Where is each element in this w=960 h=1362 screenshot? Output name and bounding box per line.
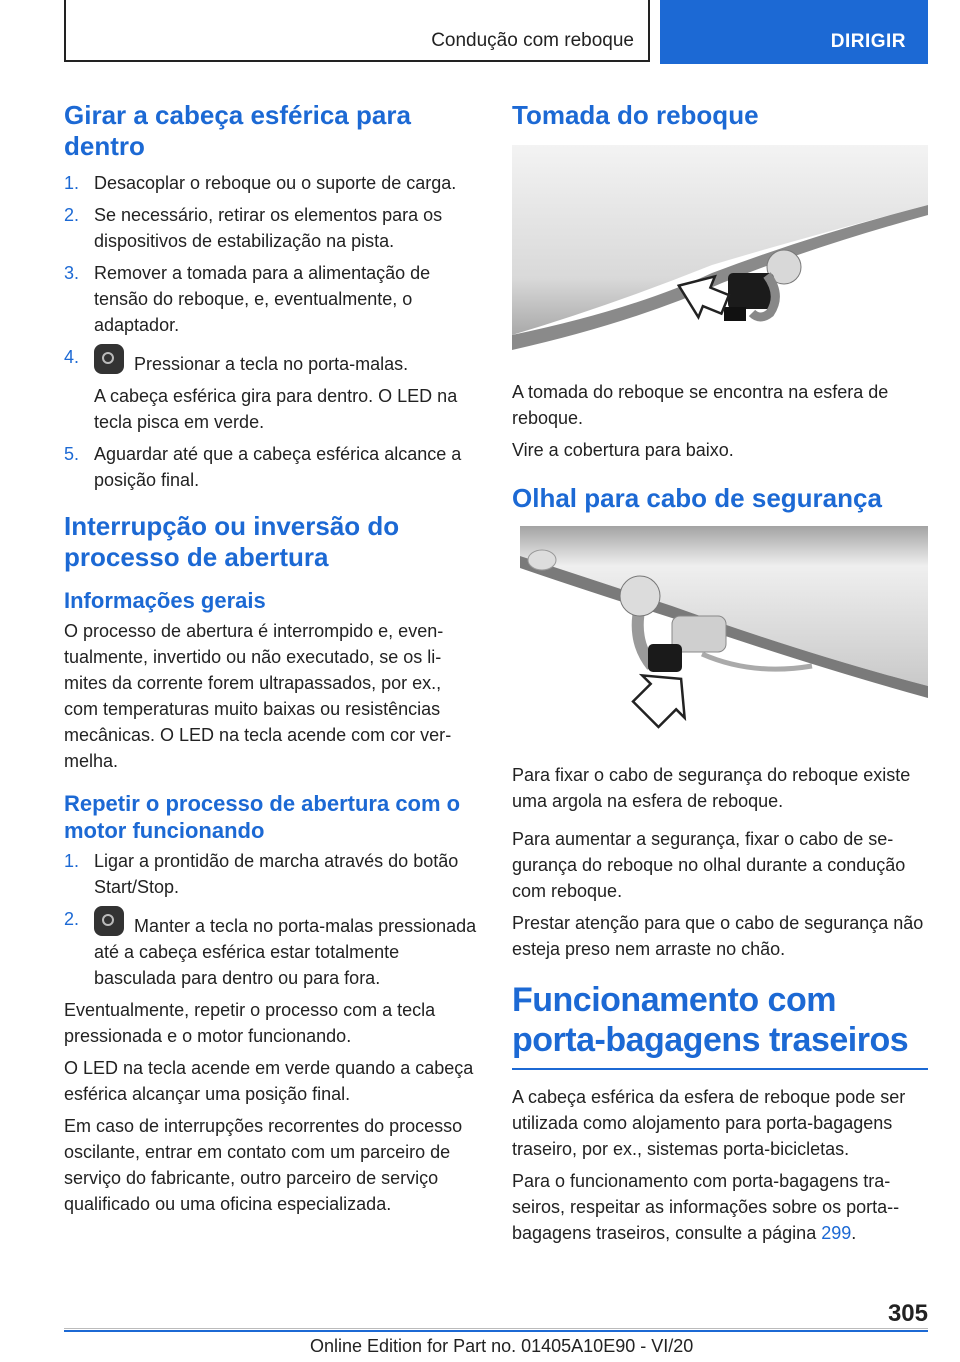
edition-footer: Online Edition for Part no. 01405A10E90 - VI/20: [310, 1336, 694, 1356]
repeat-text-3: Em caso de interrupções recorrentes do processo oscilante, entrar em contato com um parceiro de serviço do fabricante, outro parceiro de serviço qualificado ou uma oficina especializada.: [64, 1116, 463, 1214]
safety-eye-text-3: Prestar atenção para que o cabo de segurança não esteja preso nem arraste no chão.: [512, 913, 924, 959]
socket-text-2: Vire a cobertura para baixo.: [512, 440, 734, 460]
left-column: [64, 100, 478, 1223]
heading-repeat: Repetir o processo de abertura com o motor funcionando: [64, 791, 461, 843]
chapter-tab: [660, 0, 928, 64]
heading-bike-carrier: Funcionamento com porta-bagagens traseiros: [512, 981, 909, 1059]
general-info-text: O processo de abertura é interrompido e, eventualmente, invertido ou não executado, se os limites da corrente forem ultrapassados, por ex., com temperaturas muito baixas ou resistências mecânicas. O LED na tecla acende com cor vermelha.: [64, 621, 452, 771]
step-note: A cabeça esférica gira para dentro. O LED na tecla pisca em verde.: [94, 386, 458, 432]
list-item: 3. Remover a tomada para a alimentação de tensão do reboque, e, eventualmente, o adaptador.: [64, 263, 431, 335]
heading-safety-eye: Olhal para cabo de segurança: [512, 483, 882, 513]
heading-socket: Tomada do reboque: [512, 100, 759, 130]
safety-eye-text-2: Para aumentar a segurança, fixar o cabo de segurança do reboque no olhal durante a condução com reboque.: [512, 829, 906, 901]
steps-repeat: [64, 848, 478, 991]
page-header: [64, 0, 928, 64]
page-reference-link[interactable]: 299: [821, 1223, 852, 1243]
right-column: [512, 100, 928, 1252]
tow-hitch-button-icon: [94, 906, 124, 936]
list-item: 4. Pressionar a tecla no porta-malas. A cabeça esférica gira para dentro. O LED na tecla pisca em verde.: [64, 344, 478, 435]
socket-text-1: A tomada do reboque se encontra na esfera de reboque.: [512, 382, 889, 428]
safety-eye-text-1: Para fixar o cabo de segurança do reboque existe uma argola na esfera de reboque.: [512, 765, 911, 811]
footer-rule: [64, 1330, 928, 1332]
carrier-text-1: A cabeça esférica da esfera de reboque pode ser utilizada como alojamento para porta-bagagens traseiro, por ex., sistemas porta-bicicletas.: [512, 1087, 906, 1159]
safety-eye-illustration: [512, 526, 928, 748]
heading-rule: [512, 1068, 928, 1070]
heading-turn-in: Girar a cabeça esférica para dentro: [64, 100, 411, 161]
list-item: 1. Ligar a prontidão de marcha através do botão Start/Stop.: [64, 851, 459, 897]
list-item: 5. Aguardar até que a cabeça esférica alcance a posição final.: [64, 444, 462, 490]
steps-turn-in: [64, 170, 478, 493]
section-tab: [64, 0, 650, 62]
heading-interrupt: Interrupção ou inversão do processo de abertura: [64, 511, 400, 572]
list-item: 2. Manter a tecla no porta-malas pressionada até a cabeça esférica estar totalmente basculada para dentro ou para fora.: [64, 906, 478, 991]
carrier-text-2: Para o funcionamento com porta-bagagens traseiros, respeitar as informações sobre os porta-bagagens traseiros, consulte a página 299.: [512, 1171, 900, 1243]
page-number: 305: [887, 1300, 928, 1327]
section-title: Condução com reboque: [431, 30, 634, 51]
list-item: 1. Desacoplar o reboque ou o suporte de carga.: [64, 173, 457, 193]
heading-general-info: Informações gerais: [64, 588, 266, 613]
list-item: 2. Se necessário, retirar os elementos para os dispositivos de estabilização na pista.: [64, 205, 443, 251]
chapter-title: DIRIGIR: [830, 31, 906, 52]
repeat-text-2: O LED na tecla acende em verde quando a cabeça esférica alcançar uma posição final.: [64, 1058, 474, 1104]
trailer-socket-illustration: [512, 145, 928, 367]
tow-hitch-button-icon: [94, 344, 124, 374]
repeat-text-1: Eventualmente, repetir o processo com a tecla pressionada e o motor funcionando.: [64, 1000, 436, 1046]
